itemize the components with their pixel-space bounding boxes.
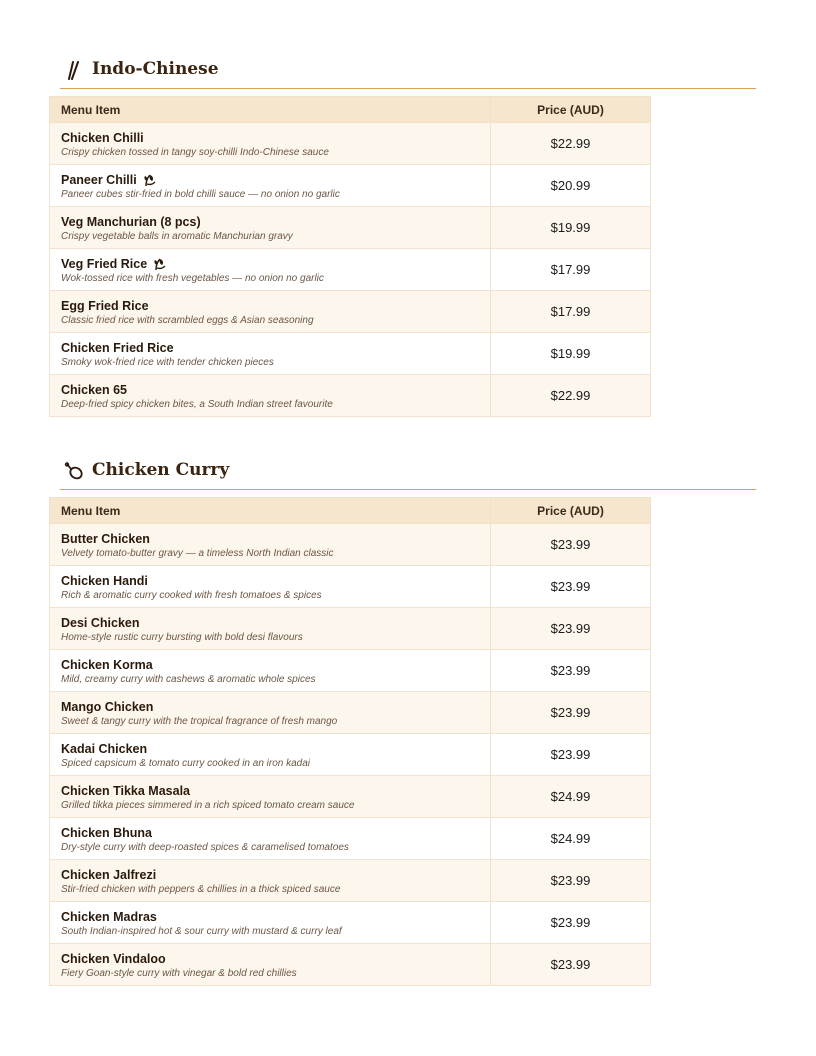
menu-item-cell	[50, 860, 491, 902]
item-name: Paneer Chilli	[61, 172, 137, 187]
table-row	[50, 333, 651, 375]
table-row	[50, 944, 651, 986]
item-name: Veg Manchurian (8 pcs)	[61, 214, 201, 229]
item-name: Chicken Fried Rice	[61, 340, 174, 355]
item-name: Chicken Tikka Masala	[61, 783, 191, 798]
item-name: Chicken 65	[61, 382, 128, 397]
item-description: South Indian-inspired hot & sour curry with mustard & curry leaf	[61, 925, 342, 937]
menu-item-cell	[50, 776, 491, 818]
item-description: Spiced capsicum & tomato curry cooked in an iron kadai	[61, 757, 311, 769]
menu-item-cell	[50, 650, 491, 692]
item-price: $23.99	[491, 566, 651, 608]
chopsticks-icon	[64, 60, 84, 80]
menu-item-cell	[50, 902, 491, 944]
item-price: $20.99	[491, 165, 651, 207]
table-row	[50, 860, 651, 902]
table-row	[50, 608, 651, 650]
table-row	[50, 123, 651, 165]
menu-item-cell	[50, 291, 491, 333]
item-name-row	[61, 909, 490, 925]
item-price: $23.99	[491, 860, 651, 902]
item-name: Chicken Chilli	[61, 130, 144, 145]
item-name: Egg Fried Rice	[61, 298, 149, 313]
item-name: Desi Chicken	[61, 615, 140, 630]
item-name-row	[61, 531, 490, 547]
item-price: $23.99	[491, 608, 651, 650]
item-price: $19.99	[491, 333, 651, 375]
item-price: $17.99	[491, 249, 651, 291]
menu-table	[49, 96, 651, 417]
column-header-price: Price (AUD)	[491, 97, 651, 123]
item-price: $22.99	[491, 375, 651, 417]
item-name-row	[61, 615, 490, 631]
item-name: Butter Chicken	[61, 531, 150, 546]
item-name: Chicken Bhuna	[61, 825, 152, 840]
table-row	[50, 734, 651, 776]
item-name: Chicken Jalfrezi	[61, 867, 157, 882]
item-description: Paneer cubes stir-fried in bold chilli sauce — no onion no garlic	[61, 188, 340, 200]
column-header-item: Menu Item	[50, 97, 491, 123]
item-description: Fiery Goan-style curry with vinegar & bold red chillies	[61, 967, 297, 979]
item-name: Chicken Korma	[61, 657, 153, 672]
item-price: $23.99	[491, 524, 651, 566]
menu-item-cell	[50, 249, 491, 291]
item-description: Crispy chicken tossed in tangy soy-chilli Indo-Chinese sauce	[61, 146, 329, 158]
item-price: $24.99	[491, 776, 651, 818]
table-header-row	[50, 498, 651, 524]
table-row	[50, 650, 651, 692]
item-price: $17.99	[491, 291, 651, 333]
item-description: Wok-tossed rice with fresh vegetables — no onion no garlic	[61, 272, 324, 284]
menu-item-cell	[50, 608, 491, 650]
menu-table	[49, 497, 651, 986]
item-price: $23.99	[491, 650, 651, 692]
menu-item-cell	[50, 375, 491, 417]
table-row	[50, 818, 651, 860]
item-name-row	[61, 340, 490, 356]
table-row	[50, 902, 651, 944]
item-name-row	[61, 867, 490, 883]
item-description: Dry-style curry with deep-roasted spices & caramelised tomatoes	[61, 841, 349, 853]
item-name-row	[61, 382, 490, 398]
item-price: $24.99	[491, 818, 651, 860]
item-name: Mango Chicken	[61, 699, 154, 714]
item-name-row	[61, 298, 490, 314]
item-description: Grilled tikka pieces simmered in a rich spiced tomato cream sauce	[61, 799, 355, 811]
item-price: $23.99	[491, 692, 651, 734]
item-price: $23.99	[491, 734, 651, 776]
item-name: Chicken Madras	[61, 909, 157, 924]
menu-item-cell	[50, 566, 491, 608]
item-name-row	[61, 741, 490, 757]
item-name: Kadai Chicken	[61, 741, 148, 756]
table-row	[50, 566, 651, 608]
chicken-leg-icon	[64, 461, 84, 481]
item-description: Home-style rustic curry bursting with bold desi flavours	[61, 631, 303, 643]
item-price: $22.99	[491, 123, 651, 165]
column-header-price: Price (AUD)	[491, 498, 651, 524]
item-description: Crispy vegetable balls in aromatic Manchurian gravy	[61, 230, 293, 242]
item-description: Smoky wok-fried rice with tender chicken pieces	[61, 356, 274, 368]
item-name-row	[61, 699, 490, 715]
item-description: Velvety tomato-butter gravy — a timeless North Indian classic	[61, 547, 334, 559]
menu-item-cell	[50, 165, 491, 207]
section-title: Indo-Chinese	[92, 59, 219, 79]
menu-item-cell	[50, 818, 491, 860]
table-header-row	[50, 97, 651, 123]
item-description: Sweet & tangy curry with the tropical fragrance of fresh mango	[61, 715, 338, 727]
item-description: Rich & aromatic curry cooked with fresh tomatoes & spices	[61, 589, 322, 601]
item-name-row	[61, 825, 490, 841]
item-name: Chicken Handi	[61, 573, 148, 588]
section-header	[60, 459, 756, 490]
item-name: Veg Fried Rice	[61, 256, 148, 271]
item-description: Mild, creamy curry with cashews & aromatic whole spices	[61, 673, 316, 685]
menu-item-cell	[50, 692, 491, 734]
item-name-row	[61, 783, 490, 799]
item-price: $23.99	[491, 944, 651, 986]
table-row	[50, 291, 651, 333]
item-name-row	[61, 657, 490, 673]
item-description: Classic fried rice with scrambled eggs & Asian seasoning	[61, 314, 314, 326]
jain-leaf-icon	[153, 257, 167, 271]
menu-item-cell	[50, 734, 491, 776]
section-title: Chicken Curry	[92, 460, 230, 480]
menu-item-cell	[50, 123, 491, 165]
item-description: Stir-fried chicken with peppers & chillies in a thick spiced sauce	[61, 883, 341, 895]
table-row	[50, 692, 651, 734]
item-name: Chicken Vindaloo	[61, 951, 166, 966]
table-row	[50, 375, 651, 417]
column-header-item: Menu Item	[50, 498, 491, 524]
table-row	[50, 776, 651, 818]
menu-item-cell	[50, 207, 491, 249]
table-row	[50, 207, 651, 249]
menu-item-cell	[50, 944, 491, 986]
menu-item-cell	[50, 333, 491, 375]
item-name-row	[61, 214, 490, 230]
item-name-row	[61, 130, 490, 146]
menu-item-cell	[50, 524, 491, 566]
table-row	[50, 165, 651, 207]
item-price: $19.99	[491, 207, 651, 249]
item-price: $23.99	[491, 902, 651, 944]
table-row	[50, 249, 651, 291]
jain-leaf-icon	[143, 173, 157, 187]
item-name-row	[61, 256, 490, 272]
section-header	[60, 58, 756, 89]
item-description: Deep-fried spicy chicken bites, a South Indian street favourite	[61, 398, 333, 410]
item-name-row	[61, 951, 490, 967]
table-row	[50, 524, 651, 566]
item-name-row	[61, 172, 490, 188]
item-name-row	[61, 573, 490, 589]
